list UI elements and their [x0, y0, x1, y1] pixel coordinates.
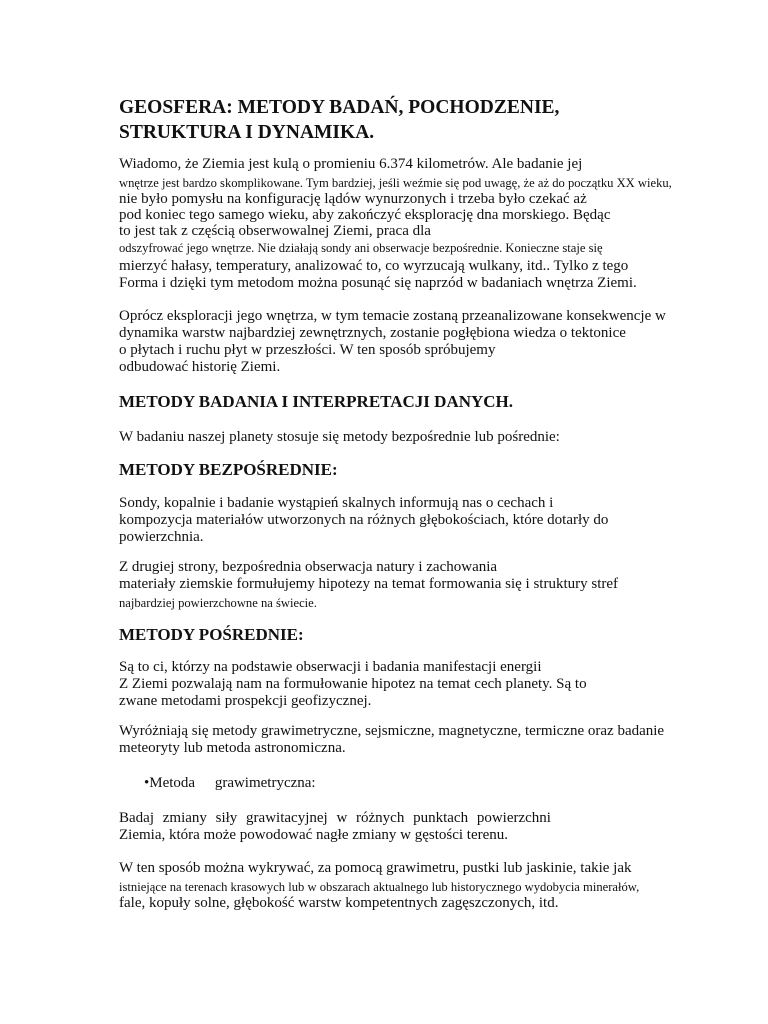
indirect-para1-line-1: Są to ci, którzy na podstawie obserwacji i badania manifestacji energii [119, 659, 542, 675]
direct-para1-line-1: Sondy, kopalnie i badanie wystąpień skalnych informują nas o cechach i [119, 495, 554, 511]
intro-line-8: Forma i dzięki tym metodom można posunąć się naprzód w badaniach wnętrza Ziemi. [119, 275, 637, 291]
indirect-para1-line-2: Z Ziemi pozwalają nam na formułowanie hipotez na temat cech planety. Są to [119, 676, 587, 692]
detection-para-line-2: istniejące na terenach krasowych lub w obszarach aktualnego lub historycznego wydobycia minerałów, [119, 880, 640, 894]
direct-para2-line-1: Z drugiej strony, bezpośrednia obserwacja natury i zachowania [119, 559, 498, 575]
intro-line-5: to jest tak z częścią obserwowalnej Ziemi, praca dla [119, 223, 431, 239]
direct-para2-line-2: materiały ziemskie formułujemy hipotezy na temat formowania się i struktury stref [119, 576, 619, 592]
intro2-line-3: o płytach i ruchu płyt w przeszłości. W ten sposób spróbujemy [119, 342, 496, 358]
gravimetric-para-line-1: Badaj zmiany siły grawitacyjnej w różnych punktach powierzchni [119, 810, 551, 826]
intro-line-6: odszyfrować jego wnętrze. Nie działają sondy ani obserwacje bezpośrednie. Konieczne staje się [119, 241, 603, 255]
intro-line-2: wnętrze jest bardzo skomplikowane. Tym bardziej, jeśli weźmie się pod uwagę, że aż do początku XX wieku, [119, 176, 672, 190]
indirect-para1-line-3: zwane metodami prospekcji geofizycznej. [119, 693, 372, 709]
intro2-line-4: odbudować historię Ziemi. [119, 359, 281, 375]
intro-line-7: mierzyć hałasy, temperatury, analizować to, co wyrzucają wulkany, itd.. Tylko z tego [119, 258, 629, 274]
section-methods-text: W badaniu naszej planety stosuje się metody bezpośrednie lub pośrednie: [119, 429, 560, 445]
intro2-line-1: Oprócz eksploracji jego wnętrza, w tym temacie zostaną przeanalizowane konsekwencje w [119, 308, 666, 324]
bullet-gravimetric-method: •Metoda grawimetryczna: [144, 775, 316, 791]
direct-para2-line-3: najbardziej powierzchowne na świecie. [119, 596, 317, 610]
intro-line-4: pod koniec tego samego wieku, aby zakończyć eksplorację dna morskiego. Będąc [119, 207, 611, 223]
gravimetric-para-line-2: Ziemia, która może powodować nagłe zmiany w gęstości terenu. [119, 827, 509, 843]
document-title-line-2: STRUKTURA I DYNAMIKA. [119, 122, 375, 143]
intro-line-1: Wiadomo, że Ziemia jest kulą o promieniu 6.374 kilometrów. Ale badanie jej [119, 156, 583, 172]
section-heading-indirect-methods: METODY POŚREDNIE: [119, 625, 304, 644]
section-heading-methods: METODY BADANIA I INTERPRETACJI DANYCH. [119, 392, 514, 411]
direct-para1-line-2: kompozycja materiałów utworzonych na różnych głębokościach, które dotarły do [119, 512, 609, 528]
indirect-para2-line-2: meteoryty lub metoda astronomiczna. [119, 740, 346, 756]
intro2-line-2: dynamika warstw najbardziej zewnętrznych, zostanie pogłębiona wiedza o tektonice [119, 325, 626, 341]
indirect-para2-line-1: Wyróżniają się metody grawimetryczne, sejsmiczne, magnetyczne, termiczne oraz badanie [119, 723, 665, 739]
detection-para-line-1: W ten sposób można wykrywać, za pomocą grawimetru, pustki lub jaskinie, takie jak [119, 860, 632, 876]
intro-line-3: nie było pomysłu na konfigurację lądów wynurzonych i trzeba było czekać aż [119, 191, 587, 207]
document-title-line-1: GEOSFERA: METODY BADAŃ, POCHODZENIE, [119, 97, 560, 118]
section-heading-direct-methods: METODY BEZPOŚREDNIE: [119, 460, 338, 479]
detection-para-line-3: fale, kopuły solne, głębokość warstw kompetentnych zagęszczonych, itd. [119, 895, 559, 911]
direct-para1-line-3: powierzchnia. [119, 529, 204, 545]
